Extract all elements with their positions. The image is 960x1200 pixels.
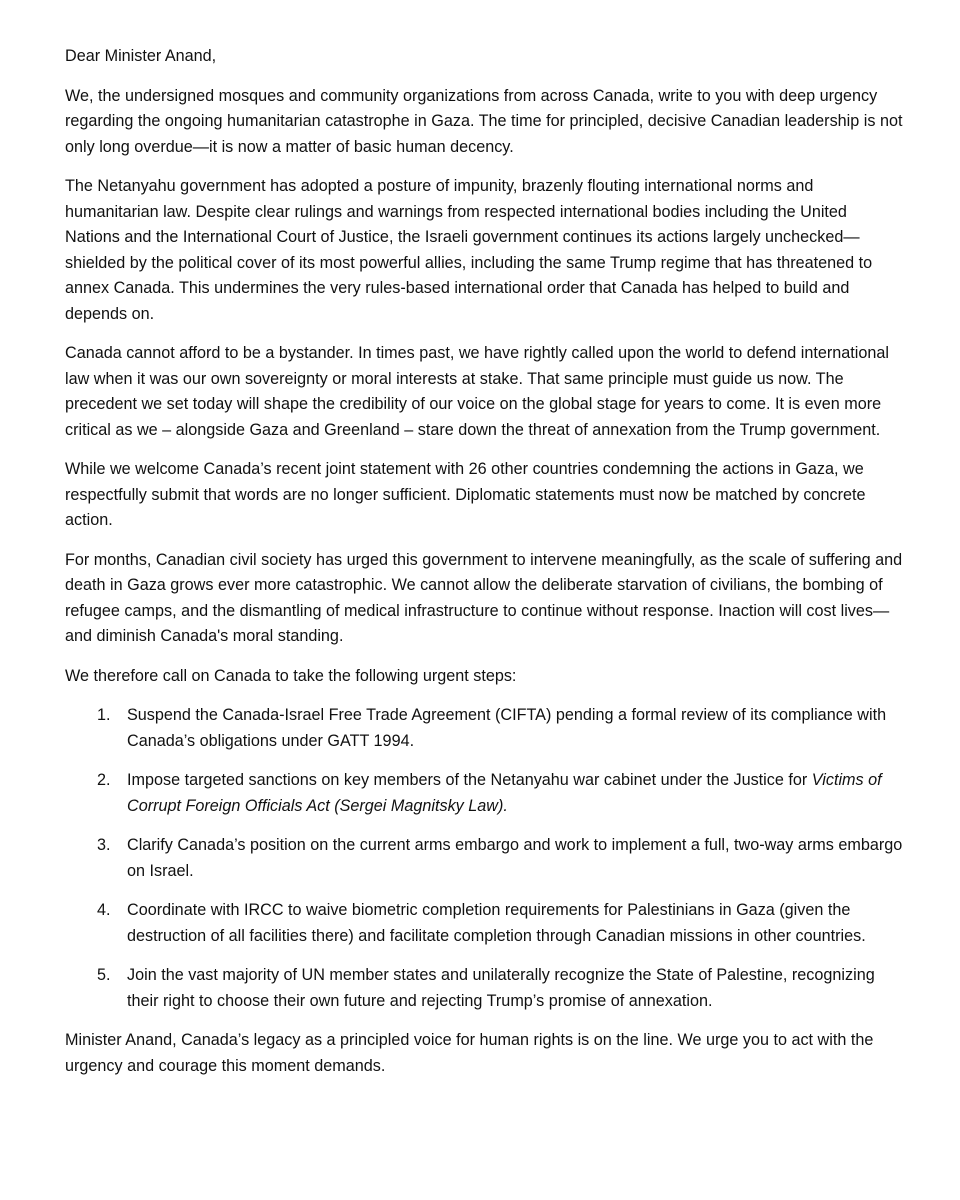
paragraph-intro: We, the undersigned mosques and community organizations from across Canada, write to you with deep urgency regarding the ongoing humanitarian catastrophe in Gaza. The time for principled, decisive Canadian leadership is not only long overdue—it is now a matter of basic human decency. bbox=[65, 86, 903, 156]
act-title: Victims of Corrupt Foreign Officials Act (Sergei Magnitsky Law). bbox=[127, 771, 882, 815]
step-text: Impose targeted sanctions on key members of the Netanyahu war cabinet under the Justice for bbox=[127, 771, 812, 789]
step-number: 4. bbox=[97, 901, 111, 919]
paragraph-closing: Minister Anand, Canada’s legacy as a principled voice for human rights is on the line. We urge you to act with the urgency and courage this moment demands. bbox=[65, 1031, 874, 1075]
paragraph-netanyahu: The Netanyahu government has adopted a posture of impunity, brazenly flouting international norms and humanitarian law. Despite clear rulings and warnings from respected international bodies including the United Nations and the International Court of Justice, the Israeli government continues its actions largely unchecked—shielded by the political cover of its most powerful allies, including the same Trump regime that has threatened to annex Canada. This undermines the very rules-based international order that Canada has helped to build and depends on. bbox=[65, 177, 873, 323]
list-item bbox=[65, 963, 905, 1014]
step-number: 2. bbox=[97, 771, 111, 789]
paragraph-call-to-action: We therefore call on Canada to take the following urgent steps: bbox=[65, 666, 517, 685]
paragraph-joint-statement: While we welcome Canada’s recent joint statement with 26 other countries condemning the actions in Gaza, we respectfully submit that words are no longer sufficient. Diplomatic statements must now be matched by concrete action. bbox=[65, 460, 866, 529]
list-item bbox=[65, 703, 905, 754]
step-number: 5. bbox=[97, 966, 111, 984]
step-number: 1. bbox=[97, 706, 111, 724]
paragraph-bystander: Canada cannot afford to be a bystander. In times past, we have rightly called upon the world to defend international law when it was our own sovereignty or moral interests at stake. That same principle must guide us now. The precedent we set today will shape the credibility of our voice on the global stage for years to come. It is even more critical as we – alongside Gaza and Greenland – stare down the threat of annexation from the Trump government. bbox=[65, 344, 889, 439]
list-item bbox=[65, 768, 905, 819]
step-text: Join the vast majority of UN member states and unilaterally recognize the State of Palestine, recognizing their right to choose their own future and rejecting Trump’s promise of annexation. bbox=[127, 966, 875, 1010]
urgent-steps-list bbox=[65, 703, 905, 1014]
paragraph-civil-society: For months, Canadian civil society has urged this government to intervene meaningfully, as the scale of suffering and death in Gaza grows ever more catastrophic. We cannot allow the deliberate starvation of civilians, the bombing of refugee camps, and the dismantling of medical infrastructure to continue without response. Inaction will cost lives—and diminish Canada's moral standing. bbox=[65, 550, 903, 645]
list-item bbox=[65, 898, 905, 949]
step-number: 3. bbox=[97, 836, 111, 854]
step-text: Clarify Canada’s position on the current arms embargo and work to implement a full, two-way arms embargo on Israel. bbox=[127, 836, 903, 880]
step-text: Suspend the Canada-Israel Free Trade Agreement (CIFTA) pending a formal review of its compliance with Canada’s obligations under GATT 1994. bbox=[127, 706, 887, 750]
salutation: Dear Minister Anand, bbox=[65, 47, 217, 65]
letter-page bbox=[65, 44, 905, 1093]
step-text: Coordinate with IRCC to waive biometric completion requirements for Palestinians in Gaza (given the destruction of all facilities there) and facilitate completion through Canadian missions in other countries. bbox=[127, 901, 866, 945]
list-item bbox=[65, 833, 905, 884]
